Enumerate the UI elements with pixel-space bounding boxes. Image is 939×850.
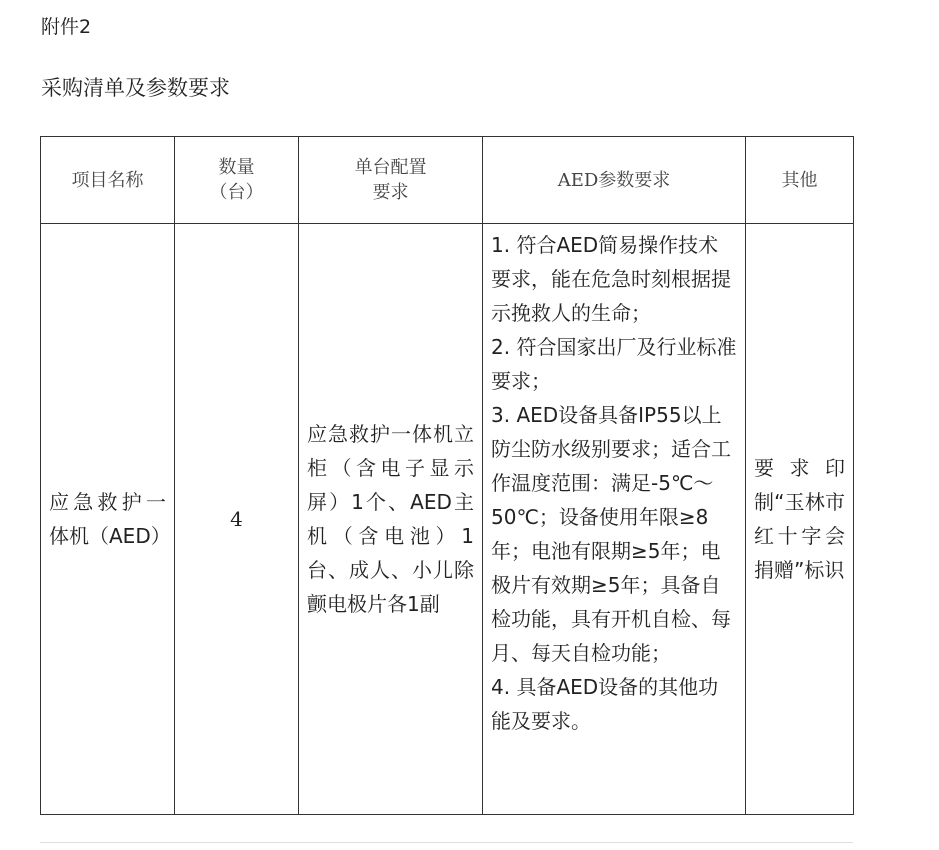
- divider: [40, 842, 853, 843]
- attachment-label: 附件2: [41, 16, 92, 38]
- header-quantity-line2: （台）: [209, 182, 264, 203]
- header-config: [299, 137, 483, 224]
- table-row: [41, 224, 854, 815]
- cell-quantity: 4: [175, 224, 299, 815]
- cell-config: 应急救护一体机立柜（含电子显示屏）1个、AED主机（含电池）1台、成人、小儿除颤电极片各1副: [299, 224, 483, 815]
- aed-item-4: 4. 具备AED设备的其他功能及要求。: [491, 675, 719, 733]
- header-item-name: 项目名称: [41, 137, 175, 224]
- header-config-line1: 单台配置: [354, 157, 427, 178]
- cell-item-name: 应急救护一体机（AED）: [41, 224, 175, 815]
- header-aed-params: AED参数要求: [483, 137, 746, 224]
- cell-other: 要求印制“玉林市红十字会捐赠”标识: [746, 224, 854, 815]
- procurement-table: [40, 136, 854, 815]
- aed-item-3: 3. AED设备具备IP55以上防尘防水级别要求；适合工作温度范围：满足-5℃～50℃；设备使用年限≥8年；电池有限期≥5年；电极片有效期≥5年；具备自检功能，具有开机自检、每月、每天自检功能；: [491, 403, 731, 665]
- header-quantity-line1: 数量: [218, 157, 255, 178]
- header-other: 其他: [746, 137, 854, 224]
- cell-aed-params: [483, 224, 746, 815]
- table-header-row: [41, 137, 854, 224]
- aed-item-2: 2. 符合国家出厂及行业标准要求；: [491, 335, 737, 393]
- document-title: 采购清单及参数要求: [41, 76, 230, 100]
- aed-item-1: 1. 符合AED简易操作技术要求，能在危急时刻根据提示挽救人的生命；: [491, 233, 731, 325]
- header-quantity: [175, 137, 299, 224]
- header-config-line2: 要求: [372, 182, 409, 203]
